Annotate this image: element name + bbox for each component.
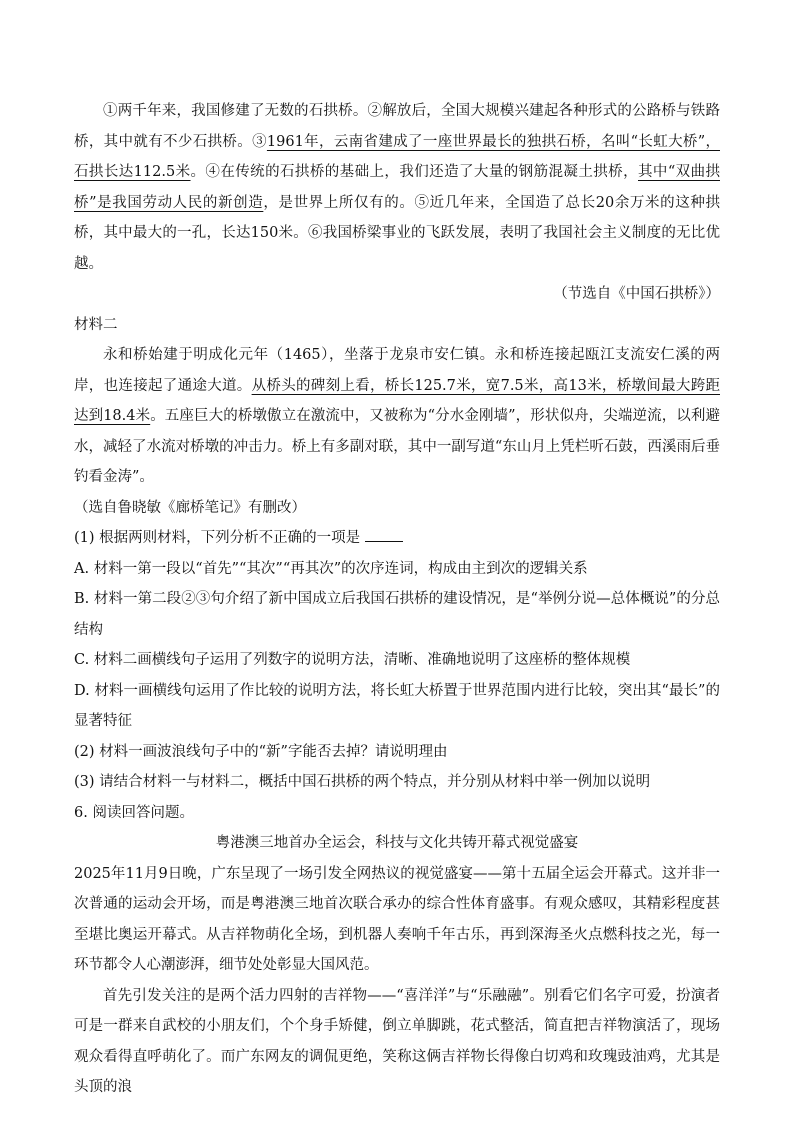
material2-text-b: 。五座巨大的桥墩傲立在激流中，又被称为“分水金刚墙”，形状似舟，尖端逆流，以利避水，减轻了水流对桥墩的冲击力。桥上有多副对联，其中一副写道“东山月上凭栏听石鼓，西溪雨后垂钓看金涛”。 [74, 408, 720, 485]
material1-source: （节选自《中国石拱桥》） [553, 286, 720, 302]
material2-underlined-sentence: 从桥头的碑刻上看，桥长125.7米，宽7.5米，高13米，桥墩间最大跨距达到18.4米 [74, 377, 720, 424]
material1-paragraph [74, 96, 720, 279]
question-1-text: (1) 根据两则材料，下列分析不正确的一项是 [74, 530, 361, 546]
article-title: 粤港澳三地首办全运会，科技与文化共铸开幕式视觉盛宴 [215, 835, 579, 851]
material1-text-b: 。④在传统的石拱桥的基础上，我们还造了大量的钢筋混凝土拱桥， [190, 164, 638, 180]
material2-source: （选自鲁晓敏《廊桥笔记》有删改） [74, 499, 306, 516]
question-1 [74, 523, 720, 554]
material1-text-c: ，是世界上所仅有的。⑤近几年来，全国造了总长20余万米的这种拱桥，其中最大的一孔，长达150米。⑥我国桥梁事业的飞跃发展，表明了我国社会主义制度的无比优越。 [74, 194, 720, 272]
article-paragraph-2: 首先引发关注的是两个活力四射的吉祥物——“喜洋洋”与“乐融融”。别看它们名字可爱，扮演者可是一群来自武校的小朋友们，个个身手矫健，倒立单脚跳，花式整活，简直把吉祥物演活了，现场观众看得直呼萌化了。而广东网友的调侃更绝，笑称这俩吉祥物长得像白切鸡和玫瑰豉油鸡，尤其是头顶的浪 [74, 987, 720, 1095]
option-c: C. 材料二画横线句子运用了列数字的说明方法，清晰、准确地说明了这座桥的整体规模 [74, 652, 631, 668]
document-page [74, 96, 720, 1103]
question-3: (3) 请结合材料一与材料二，概括中国石拱桥的两个特点，并分别从材料中举一例加以说明 [74, 774, 651, 790]
option-b: B. 材料一第二段②③句介绍了新中国成立后我国石拱桥的建设情况，是“举例分说—总体概说”的分总结构 [74, 591, 720, 638]
answer-blank[interactable] [365, 527, 403, 542]
material2-text-a: 永和桥始建于明成化元年（1465），坐落于龙泉市安仁镇。永和桥连接起瓯江支流安仁溪的两岸，也连接起了通途大道。 [74, 347, 720, 394]
question-2: (2) 材料一画波浪线句子中的“新”字能否去掉？请说明理由 [74, 743, 448, 760]
material2-paragraph [74, 340, 720, 493]
material1-underlined-sentence: 1961年，云南省建成了一座世界最长的独拱石桥，名叫“长虹大桥”，石拱长达112.5米 [74, 133, 720, 180]
material2-heading: 材料二 [74, 316, 118, 333]
article-paragraph-1: 2025年11月9日晚，广东呈现了一场引发全网热议的视觉盛宴——第十五届全运会开幕式。这并非一次普通的运动会开场，而是粤港澳三地首次联合承办的综合性体育盛事。有观众感叹，其精彩程度甚至堪比奥运开幕式。从吉祥物萌化全场，到机器人奏响千年古乐，再到深海圣火点燃科技之光，每一环节都令人心潮澎湃，细节处处彰显大国风范。 [74, 865, 720, 973]
option-a: A. 材料一第一段以“首先”“其次”“再其次”的次序连词，构成由主到次的逻辑关系 [74, 560, 588, 577]
material1-wavy-sentence: 其中“双曲拱桥”是我国劳动人民的新创造 [74, 164, 720, 211]
question-6-label: 6. 阅读回答问题。 [74, 804, 194, 821]
option-d: D. 材料一画横线句运用了作比较的说明方法，将长虹大桥置于世界范围内进行比较，突出其“最长”的显著特征 [74, 682, 720, 729]
material1-text-a: ①两千年来，我国修建了无数的石拱桥。②解放后，全国大规模兴建起各种形式的公路桥与铁路桥，其中就有不少石拱桥。③ [74, 103, 720, 150]
